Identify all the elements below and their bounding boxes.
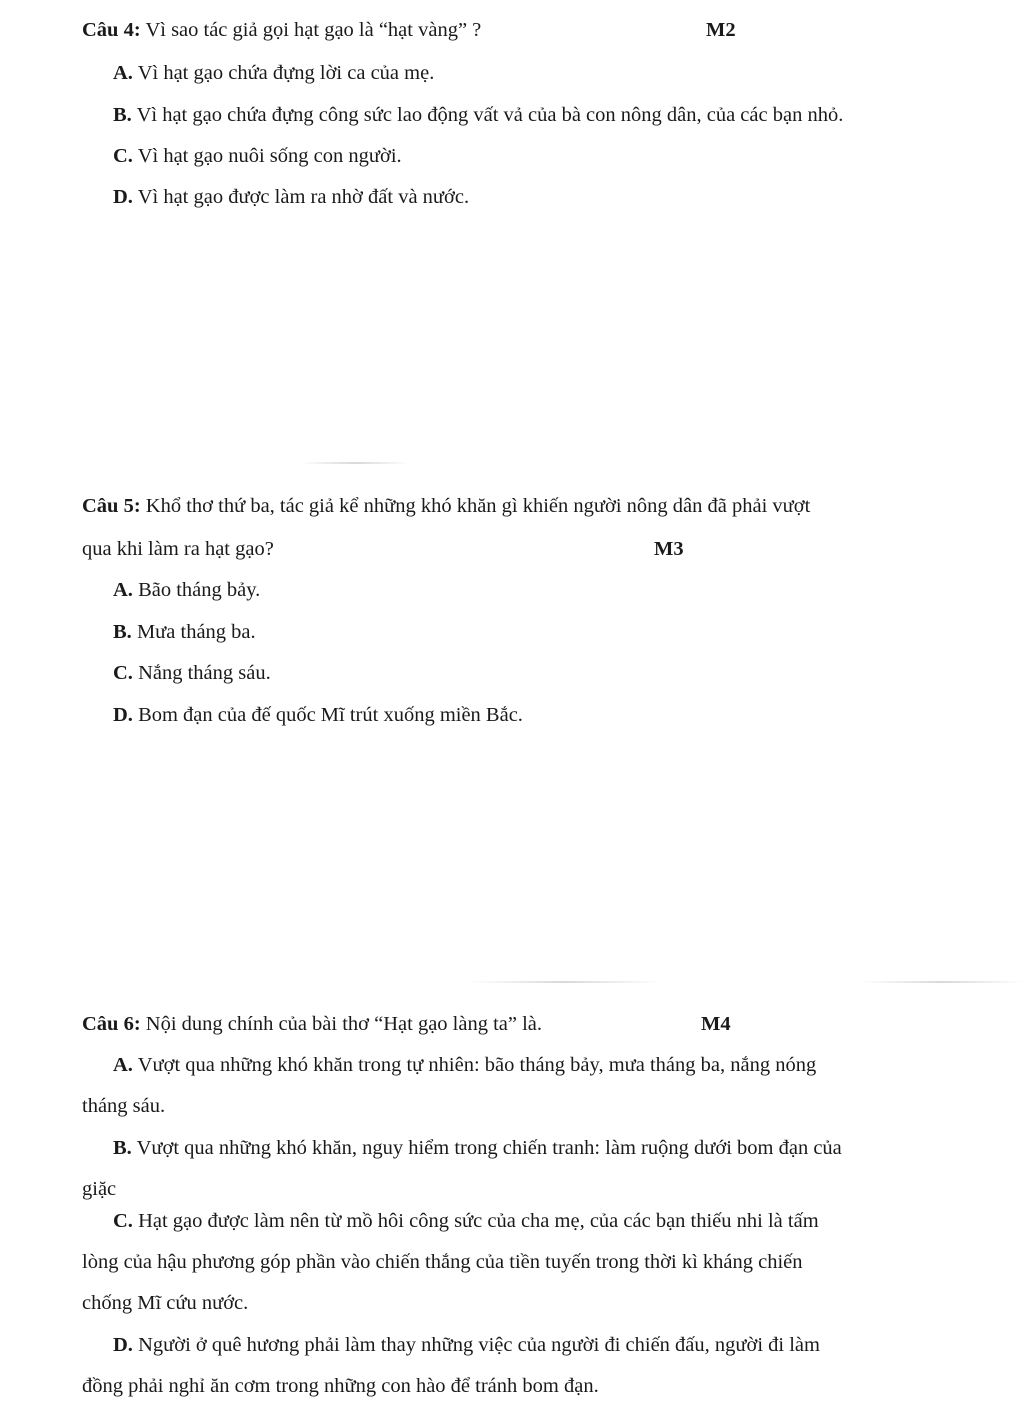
question-5-text-line2: qua khi làm ra hạt gạo? — [82, 538, 274, 560]
question-5-heading — [82, 494, 810, 520]
scan-artifact-line — [860, 981, 1024, 983]
question-5-text-line1: Khổ thơ thứ ba, tác giả kể những khó khăn gì khiến người nông dân đã phải vượt — [145, 495, 811, 517]
question-6-option-a-line2: tháng sáu. — [82, 1095, 166, 1117]
question-6-option-d: D. Người ở quê hương phải làm thay những việc của người đi chiến đấu, người đi làm — [113, 1334, 820, 1356]
question-6-option-b: B. Vượt qua những khó khăn, nguy hiểm trong chiến tranh: làm ruộng dưới bom đạn của — [113, 1137, 842, 1159]
question-6-option-d-line2: đồng phải nghỉ ăn cơm trong những con hào để tránh bom đạn. — [82, 1375, 599, 1397]
question-6-option-a: A. Vượt qua những khó khăn trong tự nhiên: bão tháng bảy, mưa tháng ba, nắng nóng — [113, 1054, 817, 1076]
question-5-level: M3 — [654, 538, 684, 560]
question-6-option-c: C. Hạt gạo được làm nên từ mồ hôi công sức của cha mẹ, của các bạn thiếu nhi là tấm — [113, 1210, 819, 1232]
question-4-level: M2 — [706, 19, 736, 41]
question-4-heading — [82, 18, 481, 44]
question-4-label: Câu 4: — [82, 19, 141, 41]
scan-artifact-line — [300, 462, 410, 464]
question-4-option-a: A. Vì hạt gạo chứa đựng lời ca của mẹ. — [113, 62, 435, 84]
question-4-text: Vì sao tác giả gọi hạt gạo là “hạt vàng” ? — [145, 19, 482, 41]
question-6-level: M4 — [701, 1013, 731, 1035]
question-4-option-d: D. Vì hạt gạo được làm ra nhờ đất và nước. — [113, 186, 470, 208]
scan-artifact-line — [470, 981, 660, 983]
question-4-option-c: C. Vì hạt gạo nuôi sống con người. — [113, 145, 402, 167]
question-5-label: Câu 5: — [82, 495, 141, 517]
question-6-label: Câu 6: — [82, 1013, 141, 1035]
question-5-option-a: A. Bão tháng bảy. — [113, 579, 261, 601]
question-5-option-b: B. Mưa tháng ba. — [113, 621, 256, 643]
question-6-option-c-line2: lòng của hậu phương góp phần vào chiến thắng của tiền tuyến trong thời kì kháng chiến — [82, 1251, 803, 1273]
question-5-option-d: D. Bom đạn của đế quốc Mĩ trút xuống miền Bắc. — [113, 704, 523, 726]
question-5-option-c: C. Nắng tháng sáu. — [113, 662, 271, 684]
question-6-heading — [82, 1012, 542, 1038]
question-6-option-c-line3: chống Mĩ cứu nước. — [82, 1292, 249, 1314]
question-4-option-b: B. Vì hạt gạo chứa đựng công sức lao động vất vả của bà con nông dân, của các bạn nhỏ. — [113, 104, 844, 126]
question-6-text: Nội dung chính của bài thơ “Hạt gạo làng ta” là. — [145, 1013, 543, 1035]
question-6-option-b-line2: giặc — [82, 1178, 117, 1200]
